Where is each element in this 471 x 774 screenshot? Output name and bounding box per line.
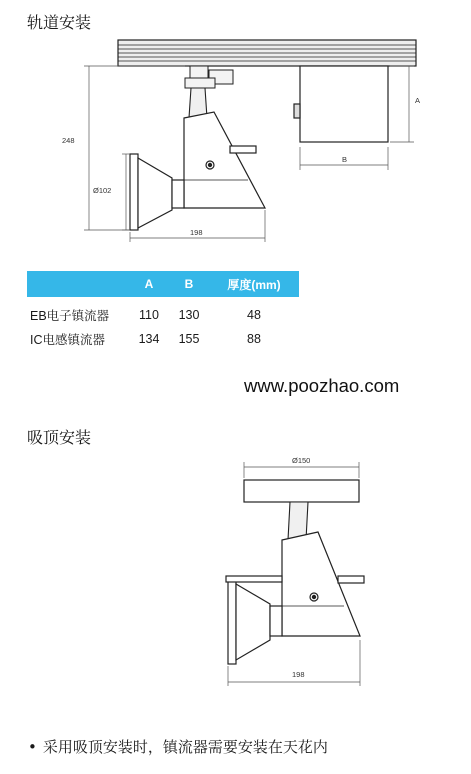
table-header: A [129,271,169,297]
ceiling-lamp-head [226,576,282,664]
dim-height: 248 [62,136,75,145]
table-cell: IC电感镇流器 [30,333,106,347]
ceiling-dim-diameter: Ø150 [292,456,311,465]
website-link[interactable]: www.poozhao.com [244,375,400,396]
table-cell: 88 [247,332,261,346]
dim-b: B [342,155,348,164]
dim-a: A [415,96,421,105]
install-note [28,736,328,757]
table-cell: 130 [178,308,200,322]
bullet-icon: • [28,738,37,756]
dim-width: 198 [190,228,203,237]
ceiling-lamp-body [282,532,364,636]
table-cell: 155 [178,332,200,346]
table-header: B [169,271,209,297]
dim-diameter: Ø102 [93,186,112,195]
ceiling-install-title: 吸顶安装 [27,428,92,447]
table-cell: 48 [247,308,261,322]
ceiling-canopy [244,480,359,502]
ceiling-dim-width: 198 [292,670,305,679]
table-cell: EB电子镇流器 [30,309,110,323]
table-cell: 134 [138,332,160,346]
table-cell: 110 [139,308,159,322]
table-header: 厚度(mm) [209,271,299,297]
note-text: 采用吸顶安装时，镇流器需要安装在天花内 [42,738,328,756]
track-install-title: 轨道安装 [27,13,92,32]
